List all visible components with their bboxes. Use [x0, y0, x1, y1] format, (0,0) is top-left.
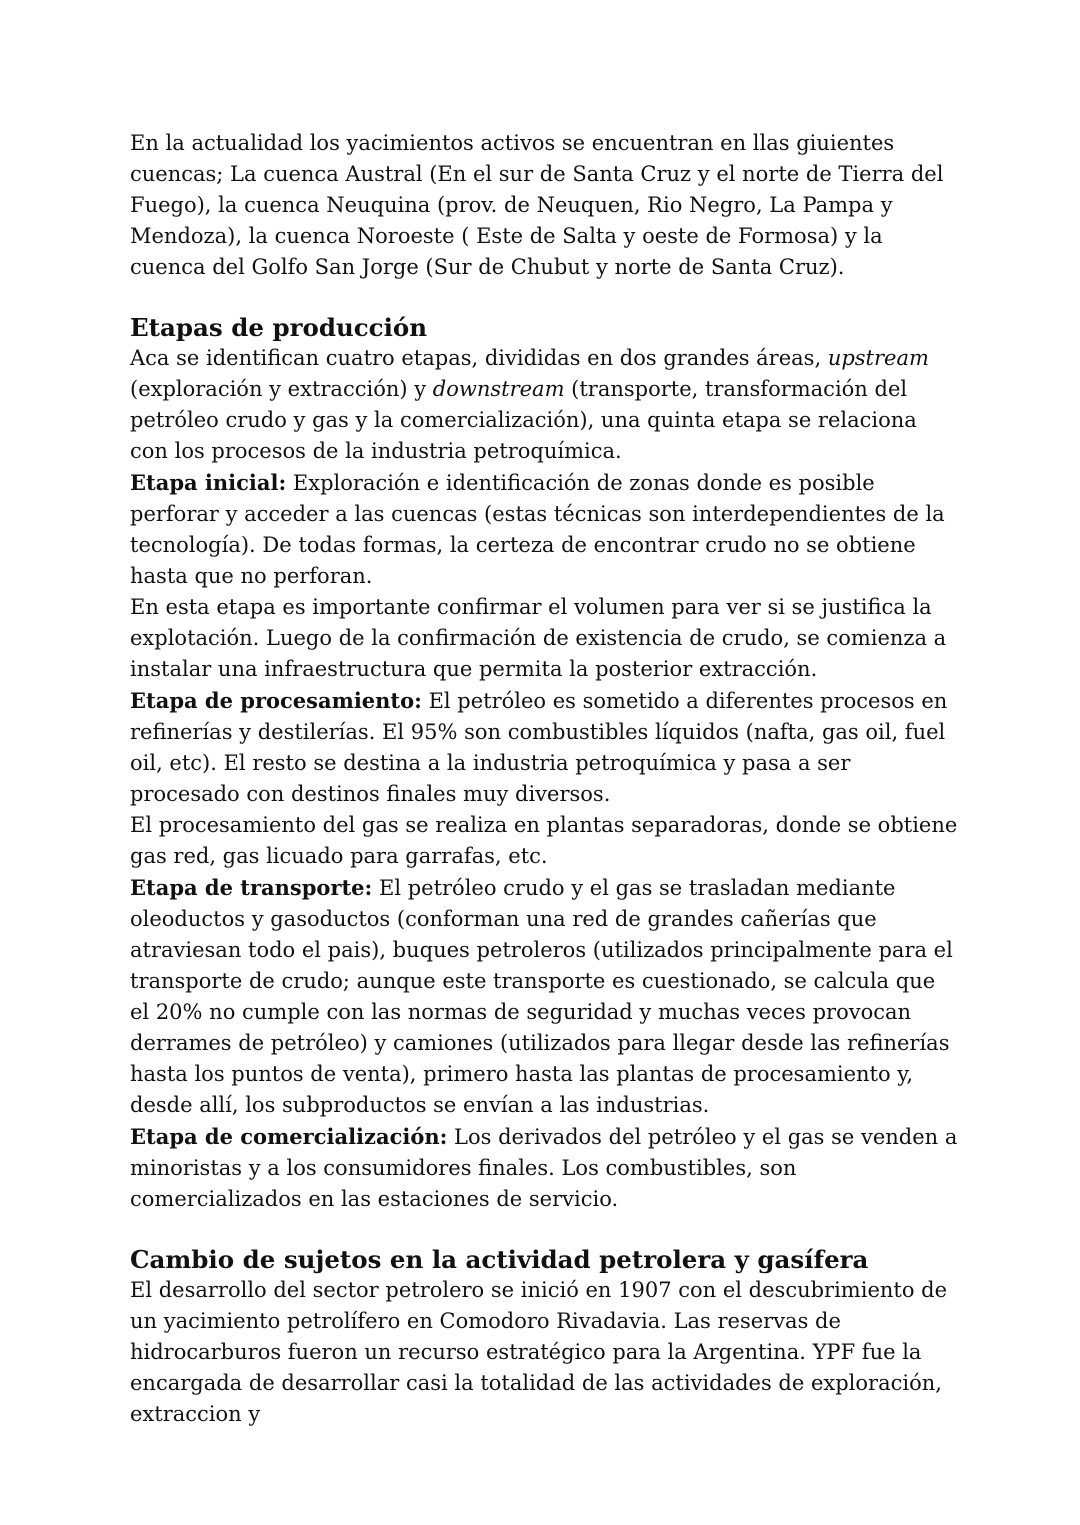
etapa-comercializacion-text: Los derivados del petróleo y el gas se venden a minoristas y a los consumidores finales. Los combustibles, son comercializados en las estaciones de servicio.: [130, 1125, 958, 1211]
etapas-intro-text-3: (transporte, transformación del petróleo crudo y gas y la comercialización), una quinta etapa se relaciona con los procesos de la industria petroquímica.: [130, 377, 917, 463]
document-page: [130, 128, 960, 1430]
etapa-transporte-text: El petróleo crudo y el gas se trasladan mediante oleoductos y gasoductos (conforman una red de grandes cañerías que atraviesan todo el pais), buques petroleros (utilizados principalmente para el transporte de crudo; aunque este transporte es cuestionado, se calcula que el 20% no cumple con las normas de seguridad y muchas veces provocan derrames de petróleo) y camiones (utilizados para llegar desde las refinerías hasta los puntos de venta), primero hasta las plantas de procesamiento y, desde allí, los subproductos se envían a las industrias.: [130, 876, 953, 1117]
etapa-inicial-text: Exploración e identificación de zonas donde es posible perforar y acceder a las cuencas (estas técnicas son interdependientes de la tecnología). De todas formas, la certeza de encontrar crudo no se obtiene hasta que no perforan.: [130, 471, 945, 588]
etapa-transporte-label: Etapa de transporte:: [130, 875, 373, 900]
section-heading-cambio-sujetos: Cambio de sujetos en la actividad petrolera y gasífera: [130, 1245, 869, 1274]
etapa-inicial-label: Etapa inicial:: [130, 470, 287, 495]
etapas-intro-paragraph: [130, 343, 960, 467]
etapa-procesamiento-paragraph: [130, 685, 960, 810]
etapa-inicial-continuation: En esta etapa es importante confirmar el volumen para ver si se justifica la explotación. Luego de la confirmación de existencia de crudo, se comienza a instalar una infraestructura que permita la posterior extracción.: [130, 595, 947, 681]
etapa-inicial-paragraph: [130, 467, 960, 592]
downstream-term: downstream: [432, 377, 565, 401]
etapa-procesamiento-continuation: El procesamiento del gas se realiza en plantas separadoras, donde se obtiene gas red, gas licuado para garrafas, etc.: [130, 813, 958, 868]
etapa-comercializacion-label: Etapa de comercialización:: [130, 1124, 448, 1149]
upstream-term: upstream: [827, 346, 929, 370]
etapa-procesamiento-label: Etapa de procesamiento:: [130, 688, 422, 713]
etapa-procesamiento-text: El petróleo es sometido a diferentes procesos en refinerías y destilerías. El 95% son combustibles líquidos (nafta, gas oil, fuel oil, etc). El resto se destina a la industria petroquímica y pasa a ser procesado con destinos finales muy diversos.: [130, 689, 948, 806]
section-heading-etapas: Etapas de producción: [130, 313, 428, 342]
spacer: [130, 1215, 960, 1244]
etapa-transporte-paragraph: [130, 872, 960, 1121]
spacer: [130, 283, 960, 312]
etapa-comercializacion-paragraph: [130, 1121, 960, 1215]
intro-paragraph: En la actualidad los yacimientos activos se encuentran en llas giuientes cuencas; La cuenca Austral (En el sur de Santa Cruz y el norte de Tierra del Fuego), la cuenca Neuquina (prov. de Neuquen, Rio Negro, La Pampa y Mendoza), la cuenca Noroeste ( Este de Salta y oeste de Formosa) y la cuenca del Golfo San Jorge (Sur de Chubut y norte de Santa Cruz).: [130, 131, 944, 279]
cambio-sujetos-paragraph: El desarrollo del sector petrolero se inició en 1907 con el descubrimiento de un yacimiento petrolífero en Comodoro Rivadavia. Las reservas de hidrocarburos fueron un recurso estratégico para la Argentina. YPF fue la encargada de desarrollar casi la totalidad de las actividades de exploración, extraccion y: [130, 1278, 948, 1426]
etapas-intro-text-2: (exploración y extracción) y: [130, 377, 433, 401]
etapas-intro-text-1: Aca se identifican cuatro etapas, divididas en dos grandes áreas,: [130, 346, 828, 370]
